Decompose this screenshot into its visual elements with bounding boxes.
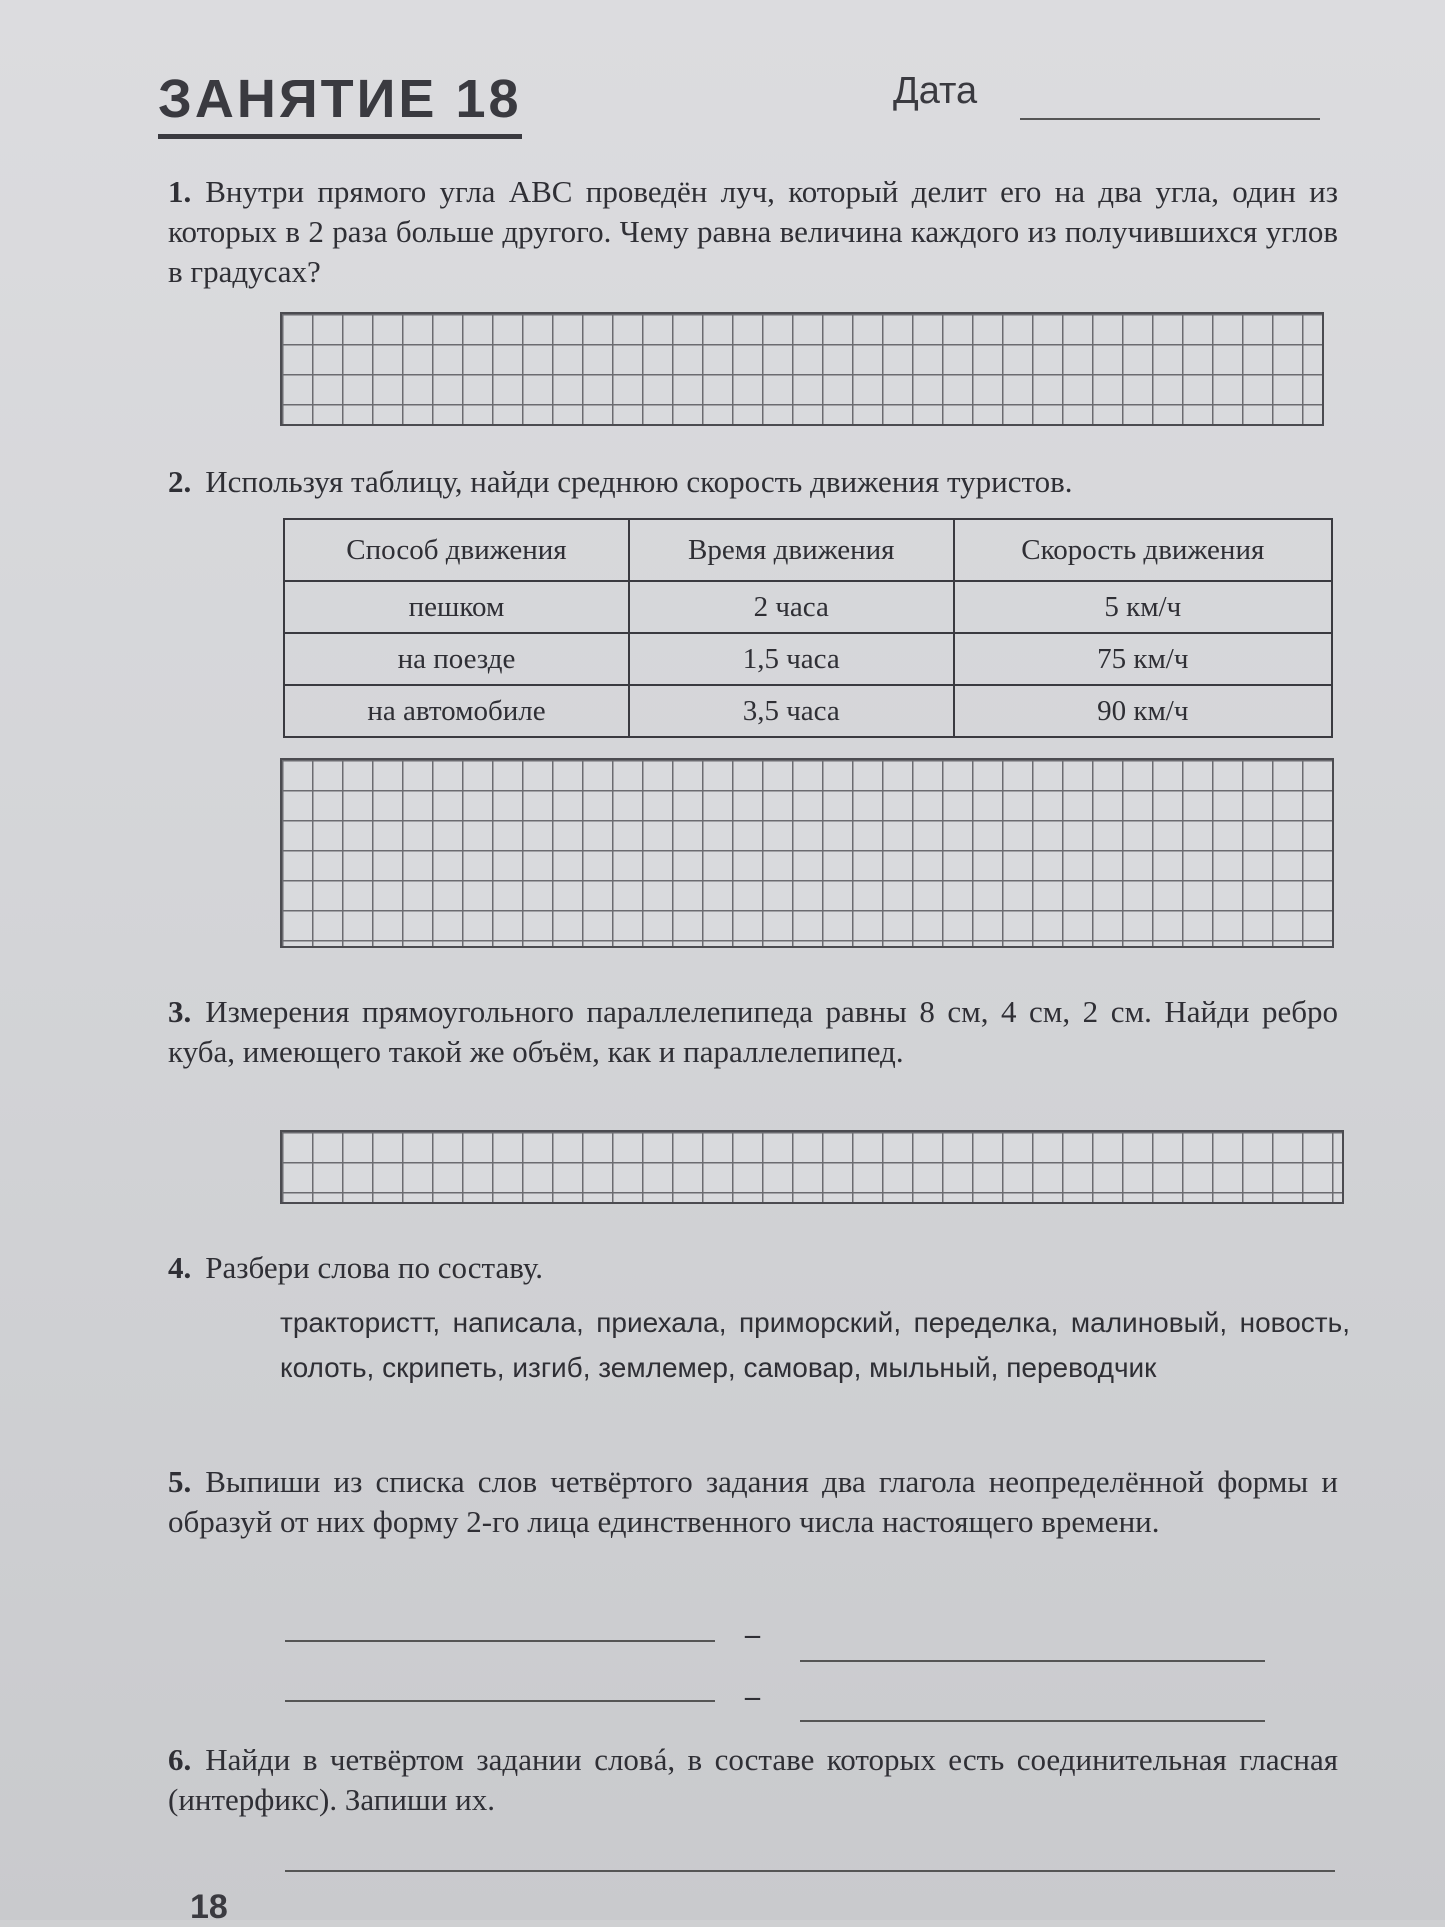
table-cell: на поезде xyxy=(284,633,629,685)
lesson-title: ЗАНЯТИЕ 18 xyxy=(158,68,522,139)
task-2 xyxy=(168,462,1338,502)
table-cell: 75 км/ч xyxy=(954,633,1332,685)
task-5-answer-line[interactable] xyxy=(800,1660,1265,1662)
task-3-number: 3. xyxy=(168,994,192,1029)
table-cell: 5 км/ч xyxy=(954,581,1332,633)
table-header-cell: Скорость движения xyxy=(954,519,1332,581)
task-5-text: Выпиши из списка слов четвёртого задания два глагола неопределённой формы и образуй от них форму 2-го лица единственного числа настоящего времени. xyxy=(168,1464,1338,1539)
travel-table xyxy=(283,518,1333,738)
task-1-text: Внутри прямого угла ABC проведён луч, который делит его на два угла, один из которых в 2 раза больше другого. Чему равна величина каждого из получившихся углов в градусах? xyxy=(168,174,1338,289)
table-cell: 2 часа xyxy=(629,581,954,633)
task-6-number: 6. xyxy=(168,1742,192,1777)
task-5-dash: – xyxy=(745,1618,760,1651)
date-label: Дата xyxy=(893,70,978,112)
task-4-text: Разбери слова по составу. xyxy=(205,1250,543,1285)
task-2-text: Используя таблицу, найди среднюю скорость движения туристов. xyxy=(205,464,1073,499)
task-3 xyxy=(168,992,1338,1072)
table-row xyxy=(284,581,1332,633)
table-header-cell: Способ движения xyxy=(284,519,629,581)
table-cell: 3,5 часа xyxy=(629,685,954,737)
task-6-text: Найди в четвёртом задании словá, в составе которых есть соединительная гласная (интерфикс). Запиши их. xyxy=(168,1742,1338,1817)
task-5-answer-line[interactable] xyxy=(285,1640,715,1642)
page-number: 18 xyxy=(190,1888,228,1926)
table-row xyxy=(284,633,1332,685)
table-cell: на автомобиле xyxy=(284,685,629,737)
task-1-number: 1. xyxy=(168,174,192,209)
task-6 xyxy=(168,1740,1338,1820)
task-5-answer-line[interactable] xyxy=(285,1700,715,1702)
table-row xyxy=(284,685,1332,737)
table-cell: 1,5 часа xyxy=(629,633,954,685)
task-3-text: Измерения прямоугольного параллелепипеда равны 8 см, 4 см, 2 см. Найди ребро куба, имеющего такой же объём, как и параллелепипед. xyxy=(168,994,1338,1069)
task-4 xyxy=(168,1248,1338,1288)
table-cell: 90 км/ч xyxy=(954,685,1332,737)
task-1-answer-grid[interactable] xyxy=(280,312,1324,426)
task-5-dash: – xyxy=(745,1680,760,1713)
table-header-cell: Время движения xyxy=(629,519,954,581)
task-3-answer-grid[interactable] xyxy=(280,1130,1344,1204)
task-4-word-list: трактористт, написала, приехала, приморский, переделка, малиновый, новость, колоть, скрипеть, изгиб, землемер, самовар, мыльный, переводчик xyxy=(280,1307,1350,1383)
date-answer-line[interactable] xyxy=(1020,118,1320,120)
table-cell: пешком xyxy=(284,581,629,633)
task-1 xyxy=(168,172,1338,292)
task-6-answer-line[interactable] xyxy=(285,1870,1335,1872)
task-2-answer-grid[interactable] xyxy=(280,758,1334,948)
task-5 xyxy=(168,1462,1338,1542)
task-5-answer-line[interactable] xyxy=(800,1720,1265,1722)
task-2-number: 2. xyxy=(168,464,192,499)
page-header xyxy=(158,68,1328,138)
task-5-number: 5. xyxy=(168,1464,192,1499)
table-header-row xyxy=(284,519,1332,581)
task-4-number: 4. xyxy=(168,1250,192,1285)
